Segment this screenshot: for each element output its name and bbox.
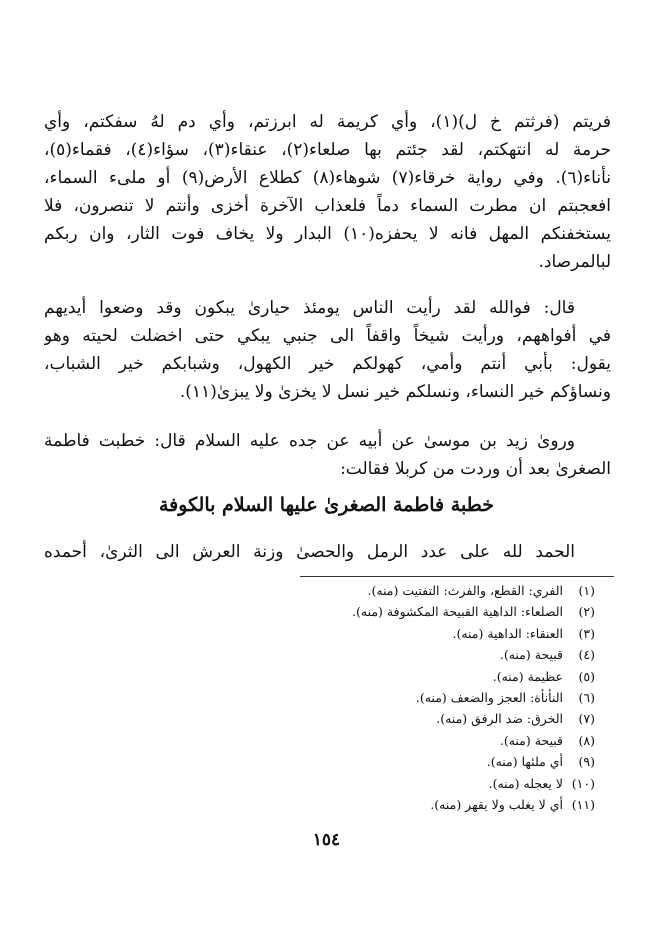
footnote-number: (١)	[578, 583, 595, 598]
footnote-item	[55, 580, 595, 601]
text-line: في أفواههم، ورأيت شيخاً واقفاً الى جنبي يبكي حتى اخضلت لحيته وهو	[44, 326, 611, 346]
paragraph-3	[44, 427, 611, 483]
footnote-text: الصلعاء: الداهية القبيحة المكشوفة (منه).	[352, 604, 564, 620]
text-line: ونساؤكم خير النساء، ونسلكم خير نسل لا يخزىٰ ولا يبزىٰ(١١).	[179, 382, 611, 402]
footnote-item	[55, 794, 595, 815]
footnote-number: (٨)	[578, 732, 595, 748]
text-line: قال: فوالله لقد رأيت الناس يومئذ حيارىٰ يبكون وقد وضعوا أيديهم	[44, 298, 575, 318]
text-line: يستخفنكم المهل فانه لا يحفزه(١٠) البدار ولا يخاف فوت الثار، وان ربكم	[44, 224, 611, 244]
footnote-text: العنقاء: الداهية (منه).	[452, 625, 564, 641]
paragraph-4	[44, 538, 611, 566]
paragraph-1	[44, 108, 611, 276]
footnote-text: أي لا يغلب ولا يقهر (منه).	[430, 796, 564, 812]
footnote-text: لا يعجله (منه).	[488, 775, 564, 791]
text-line: نأناء(٦). وفي رواية خرقاء(٧) شوهاء(٨) كطلاع الأرض(٩) أو ملىء السماء،	[44, 168, 611, 188]
text-line: الحمد لله على عدد الرمل والحصىٰ وزنة العرش الى الثرىٰ، أحمده	[44, 542, 575, 562]
text-line: حرمة له انتهكتم، لقد جئتم بها صلعاء(٢)، عنقاء(٣)، سؤاء(٤)، فقماء(٥)،	[44, 140, 611, 160]
footnote-number: (٢)	[578, 604, 595, 620]
footnotes	[55, 580, 595, 815]
footnote-number: (٥)	[578, 668, 595, 684]
footnote-divider	[300, 576, 614, 577]
footnote-number: (٦)	[578, 689, 595, 705]
footnote-number: (١١)	[571, 796, 595, 812]
footnote-text: الفري: القطع، والفرث: التفتيت (منه).	[367, 583, 564, 598]
section-heading: خطبة فاطمة الصغرىٰ عليها السلام بالكوفة	[158, 494, 495, 516]
footnote-text: قبيحة (منه).	[499, 732, 564, 748]
footnote-item	[55, 708, 595, 729]
footnote-item	[55, 601, 595, 622]
footnote-text: أي ملئها (منه).	[486, 754, 564, 770]
paragraph-2	[44, 294, 611, 406]
footnote-item	[55, 730, 595, 751]
footnote-number: (٩)	[578, 754, 595, 770]
footnote-item	[55, 623, 595, 644]
footnote-item	[55, 644, 595, 665]
text-line: وروىٰ زيد بن موسىٰ عن أبيه عن جده عليه السلام قال: خطبت فاطمة	[44, 431, 575, 451]
footnote-number: (١٠)	[571, 775, 595, 791]
text-line: يقول: بأبي أنتم وأمي، كهولكم خير الكهول، وشبابكم خير الشباب،	[44, 354, 611, 374]
footnote-item	[55, 751, 595, 772]
footnote-text: النأنأة: العجز والضعف (منه).	[415, 689, 564, 705]
text-line: الصغرىٰ بعد أن وردت من كربلا فقالت:	[340, 459, 611, 479]
page-number: ١٥٤	[312, 830, 341, 850]
text-line: لبالمرصاد.	[538, 252, 611, 272]
footnote-number: (٤)	[578, 647, 595, 663]
footnote-item	[55, 687, 595, 708]
text-line: افعجبتم ان مطرت السماء دماً فلعذاب الآخرة أخزى وأنتم لا تنصرون، فلا	[44, 196, 611, 216]
footnote-text: الخرق: ضد الرفق (منه).	[436, 711, 564, 727]
footnote-text: عظيمة (منه).	[492, 668, 564, 684]
footnote-item	[55, 666, 595, 687]
text-line: فريتم (فرثتم خ ل)(١)، وأي كريمة له ابرزتم، وأي دم لهُ سفكتم، وأي	[44, 112, 611, 132]
footnote-number: (٧)	[578, 711, 595, 727]
footnote-text: قبيحة (منه).	[499, 647, 564, 663]
footnote-number: (٣)	[578, 625, 595, 641]
footnote-item	[55, 773, 595, 794]
